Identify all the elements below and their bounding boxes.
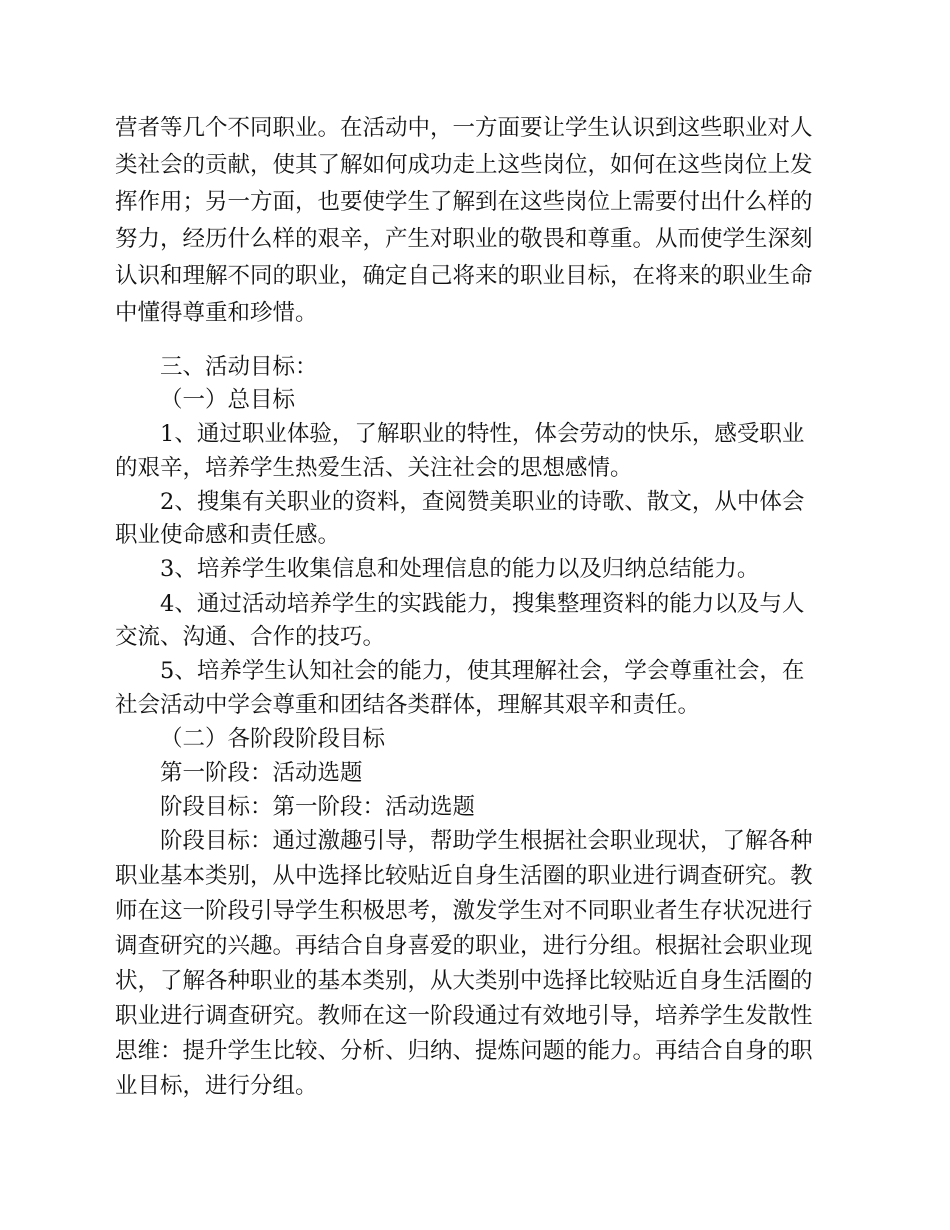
intro-paragraph-line: 努力，经历什么样的艰辛，产生对职业的敬畏和尊重。从而使学生深刻 [115, 226, 813, 252]
stage-1-goal-line: 调查研究的兴趣。再结合自身喜爱的职业，进行分组。根据社会职业现 [115, 933, 813, 959]
intro-paragraph-line: 营者等几个不同职业。在活动中，一方面要让学生认识到这些职业对人 [115, 115, 813, 141]
sub-heading-stage-goals: （二）各阶段阶段目标 [160, 726, 386, 752]
intro-paragraph-line: 挥作用；另一方面，也要使学生了解到在这些岗位上需要付出什么样的 [115, 189, 813, 215]
section-heading: 三、活动目标： [160, 354, 318, 380]
stage-1-goal-line: 阶段目标：通过激趣引导，帮助学生根据社会职业现状，了解各种 [160, 828, 813, 854]
goal-5-line: 社会活动中学会尊重和团结各类群体，理解其艰辛和责任。 [115, 692, 701, 718]
intro-paragraph-line: 中懂得尊重和珍惜。 [115, 300, 318, 326]
goal-1-line: 的艰辛，培养学生热爱生活、关注社会的思想感情。 [115, 455, 633, 481]
stage-1-goal-line: 业目标，进行分组。 [115, 1073, 318, 1099]
goal-3-line: 3、培养学生收集信息和处理信息的能力以及归纳总结能力。 [160, 556, 760, 582]
intro-paragraph-line: 类社会的贡献，使其了解如何成功走上这些岗位，如何在这些岗位上发 [115, 152, 813, 178]
sub-heading-overall-goal: （一）总目标 [160, 387, 296, 413]
goal-2-line: 职业使命感和责任感。 [115, 522, 341, 548]
goal-2-line: 2、搜集有关职业的资料，查阅赞美职业的诗歌、散文，从中体会 [160, 489, 805, 515]
goal-5-line: 5、培养学生认知社会的能力，使其理解社会，学会尊重社会，在 [160, 658, 805, 684]
stage-1-goal-line: 职业进行调查研究。教师在这一阶段通过有效地引导，培养学生发散性 [115, 1003, 813, 1029]
stage-1-goal-line: 状，了解各种职业的基本类别，从大类别中选择比较贴近自身生活圈的 [115, 968, 813, 994]
stage-1-goal-line: 职业基本类别，从中选择比较贴近自身生活圈的职业进行调查研究。教 [115, 863, 813, 889]
goal-4-line: 交流、沟通、合作的技巧。 [115, 624, 386, 650]
stage-1-goal-line: 师在这一阶段引导学生积极思考，激发学生对不同职业者生存状况进行 [115, 898, 813, 924]
stage-1-goal-title: 阶段目标：第一阶段：活动选题 [160, 794, 476, 820]
stage-1-title: 第一阶段：活动选题 [160, 760, 363, 786]
intro-paragraph-line: 认识和理解不同的职业，确定自己将来的职业目标，在将来的职业生命 [115, 263, 813, 289]
stage-1-goal-line: 思维：提升学生比较、分析、归纳、提炼问题的能力。再结合自身的职 [115, 1038, 813, 1064]
goal-1-line: 1、通过职业体验，了解职业的特性，体会劳动的快乐，感受职业 [160, 421, 805, 447]
goal-4-line: 4、通过活动培养学生的实践能力，搜集整理资料的能力以及与人 [160, 591, 805, 617]
